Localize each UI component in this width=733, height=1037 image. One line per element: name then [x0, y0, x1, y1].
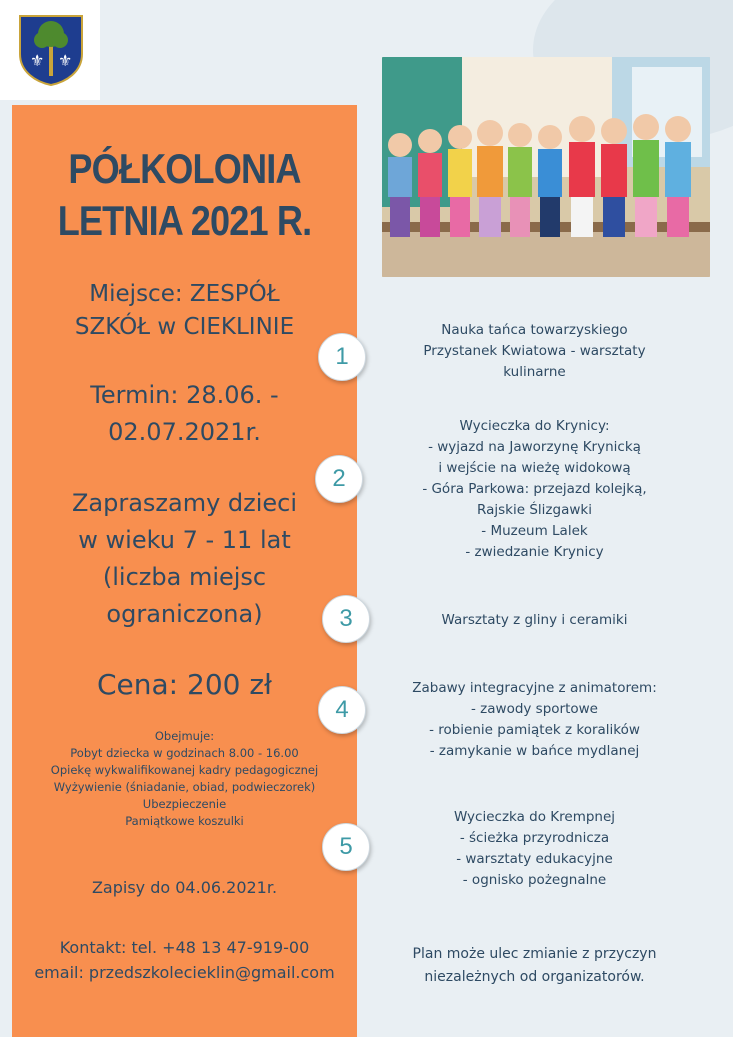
signup-deadline: Zapisy do 04.06.2021r. [91, 878, 278, 897]
coat-of-arms-logo [0, 0, 100, 100]
plan-change-note: Plan może ulec zmianie z przyczyn niezależnych od organizatorów. [412, 946, 657, 985]
price: Cena: 200 zł [96, 668, 272, 701]
info-panel [12, 105, 357, 1037]
invitation-text: Zapraszamy dzieci w wieku 7 - 11 lat (liczba miejsc ograniczona) [71, 489, 298, 628]
plan-number-4: 4 [318, 686, 366, 734]
term-dates: Termin: 28.06. - 02.07.2021r. [90, 381, 279, 446]
children-photo [382, 57, 710, 277]
includes-list: Obejmuje: Pobyt dziecka w godzinach 8.00 - 16.00 Opiekę wykwalifikowanej kadry pedagogicznej Wyżywienie (śniadanie, obiad, podwieczorek) Ubezpieczenie Pamiątkowe koszulki [50, 729, 319, 828]
contact-info: Kontakt: tel. +48 13 47-919-00 email: przedszkolecieklin@gmail.com [34, 938, 335, 982]
plan-item-1: Nauka tańca towarzyskiego Przystanek Kwiatowa - warsztaty kulinarne [423, 322, 646, 380]
svg-text:⚜: ⚜ [30, 51, 45, 70]
plan-number-1: 1 [318, 333, 366, 381]
plan-number-5: 5 [322, 823, 370, 871]
plan-item-2: Wycieczka do Krynicy: - wyjazd na Jaworzynę Krynicką i wejście na wieżę widokową - Góra Parkowa: przejazd kolejką, Rajskie Ślizgawki - Muzeum Lalek - zwiedzanie Krynicy [422, 418, 647, 560]
location: Miejsce: ZESPÓŁ SZKÓŁ w CIEKLINIE [74, 281, 295, 340]
plan-item-3: Warsztaty z gliny i ceramiki [441, 612, 628, 628]
plan-number-3: 3 [322, 595, 370, 643]
plan-item-5: Wycieczka do Krempnej - ścieżka przyrodnicza - warsztaty edukacyjne - ognisko pożegnalne [453, 809, 616, 888]
svg-text:⚜: ⚜ [58, 51, 73, 70]
plan-number-2: 2 [315, 455, 363, 503]
plan-item-4: Zabawy integracyjne z animatorem: - zawody sportowe - robienie pamiątek z koralików - zamykanie w bańce mydlanej [412, 680, 657, 759]
page-title: PÓŁKOLONIA LETNIA 2021 R. [57, 145, 312, 244]
